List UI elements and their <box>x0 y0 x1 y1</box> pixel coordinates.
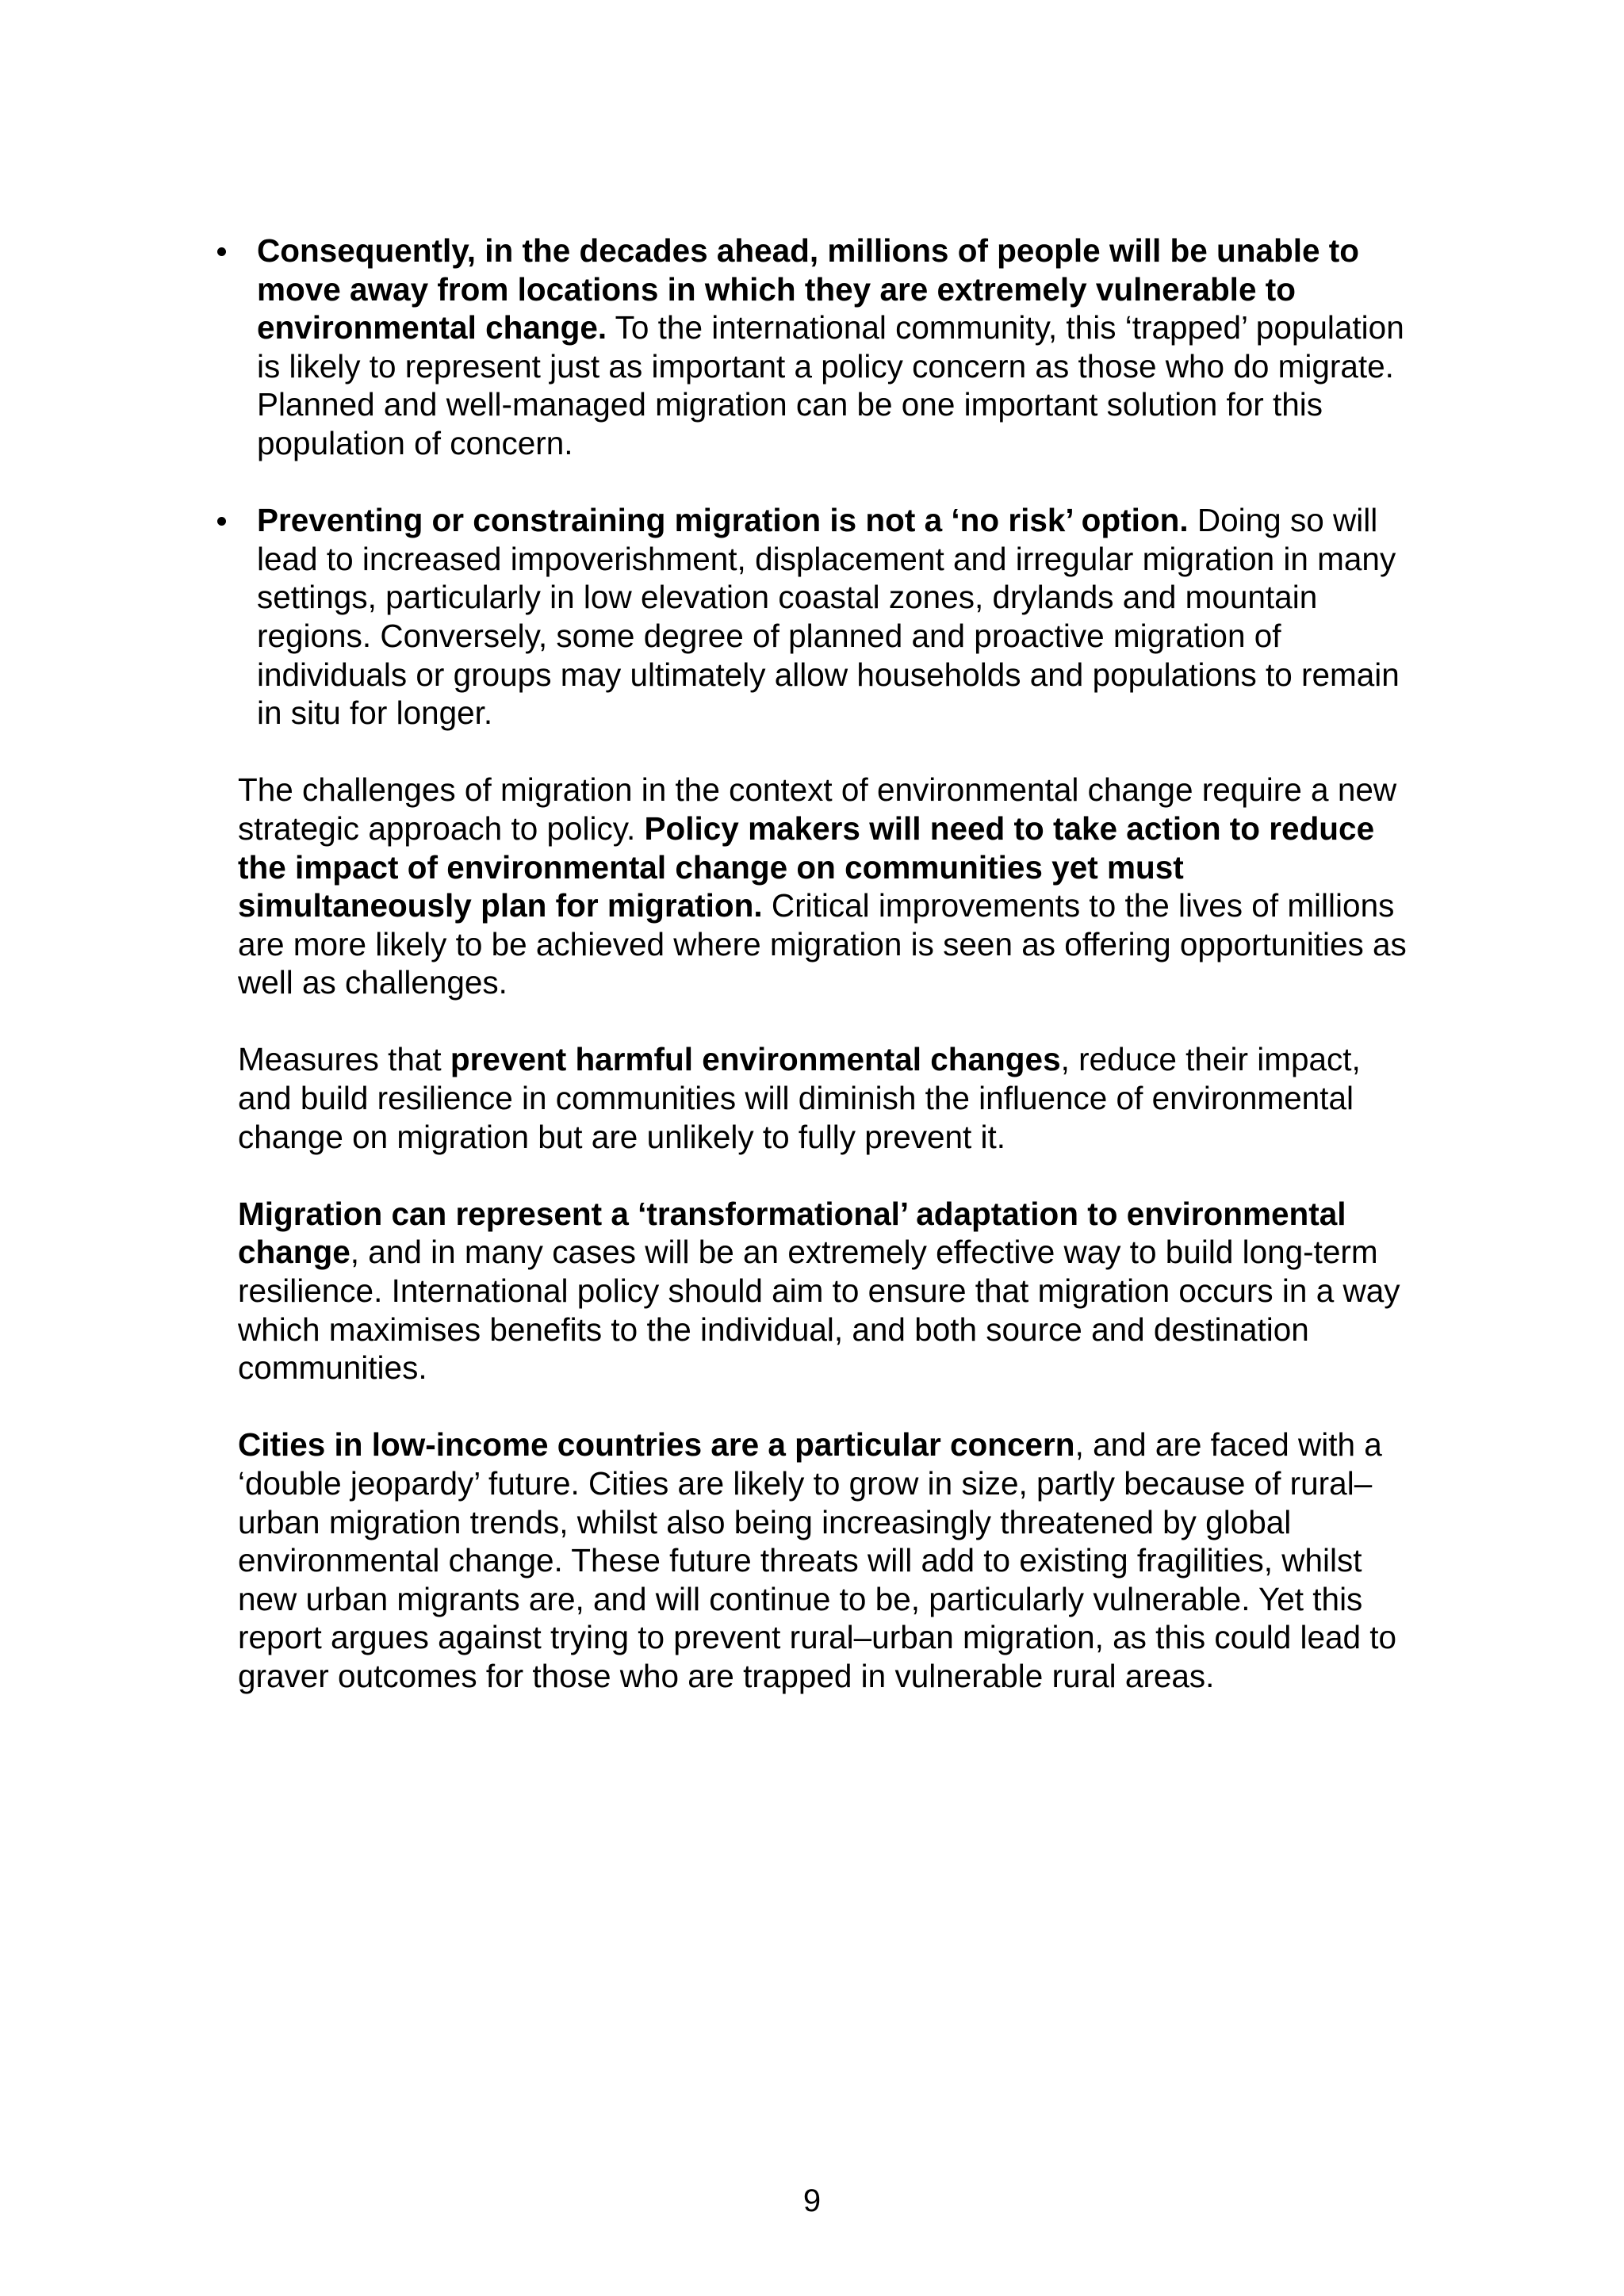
bullet-body-text: Doing so will lead to increased impoverishment, displacement and irregular migration in many settings, particularly in low elevation coastal zones, drylands and mountain regions. Conversely, some degree of planned and proactive migration of individuals or groups may ultimately allow households and populations to remain in situ for longer. <box>257 502 1400 732</box>
paragraph-transformational-adaptation <box>238 1195 1411 1387</box>
bullet-item-no-risk-option <box>238 501 1411 733</box>
bullet-item-trapped-population <box>238 232 1411 463</box>
paragraph-text: Critical improvements to the lives of millions are more likely to be achieved where migration is seen as offering opportunities as well as challenges. <box>238 887 1407 1001</box>
paragraph-bold-text: Cities in low-income countries are a particular concern <box>238 1426 1075 1464</box>
paragraph-text: , and are faced with a ‘double jeopardy’ future. Cities are likely to grow in size, partly because of rural–urban migration trends, whilst also being increasingly threatened by global environmental change. These future threats will add to existing fragilities, whilst new urban migrants are, and will continue to be, particularly vulnerable. Yet this report argues against trying to prevent rural–urban migration, as this could lead to graver outcomes for those who are trapped in vulnerable rural areas. <box>238 1426 1397 1694</box>
paragraph-bold-text: Policy makers will need to take action to reduce the impact of environmental change on communities yet must simultaneously plan for migration. <box>238 809 1375 924</box>
paragraph-text: Measures that <box>238 1041 450 1078</box>
bullet-body-text: To the international community, this ‘trapped’ population is likely to represent just as important a policy concern as those who do migrate. Planned and well-managed migration can be one important solution for this population of concern. <box>257 309 1404 461</box>
bullet-dot-icon <box>217 247 226 256</box>
paragraph-bold-text: prevent harmful environmental changes <box>450 1041 1061 1078</box>
paragraph-text: , reduce their impact, and build resilience in communities will diminish the influence of environmental change on migration but are unlikely to fully prevent it. <box>238 1041 1361 1155</box>
key-findings-list <box>238 232 1411 733</box>
paragraph-text: The challenges of migration in the context of environmental change require a new strategic approach to policy. <box>238 771 1397 847</box>
paragraph-strategic-approach <box>238 771 1411 1002</box>
page-number: 9 <box>802 2183 822 2218</box>
bullet-dot-icon <box>217 517 226 526</box>
paragraph-prevent-harmful-changes <box>238 1040 1411 1156</box>
bullet-bold-text: Preventing or constraining migration is not a ‘no risk’ option. <box>257 502 1189 539</box>
bullet-bold-text: Consequently, in the decades ahead, millions of people will be unable to move away from locations in which they are extremely vulnerable to environmental change. <box>257 232 1359 346</box>
paragraph-text: , and in many cases will be an extremely effective way to build long-term resilience. International policy should aim to ensure that migration occurs in a way which maximises benefits to the individual, and both source and destination communities. <box>238 1234 1400 1387</box>
paragraph-cities-concern <box>238 1425 1411 1695</box>
paragraph-bold-text: Migration can represent a ‘transformational’ adaptation to environmental change <box>238 1195 1346 1271</box>
page-content <box>238 232 1411 1734</box>
